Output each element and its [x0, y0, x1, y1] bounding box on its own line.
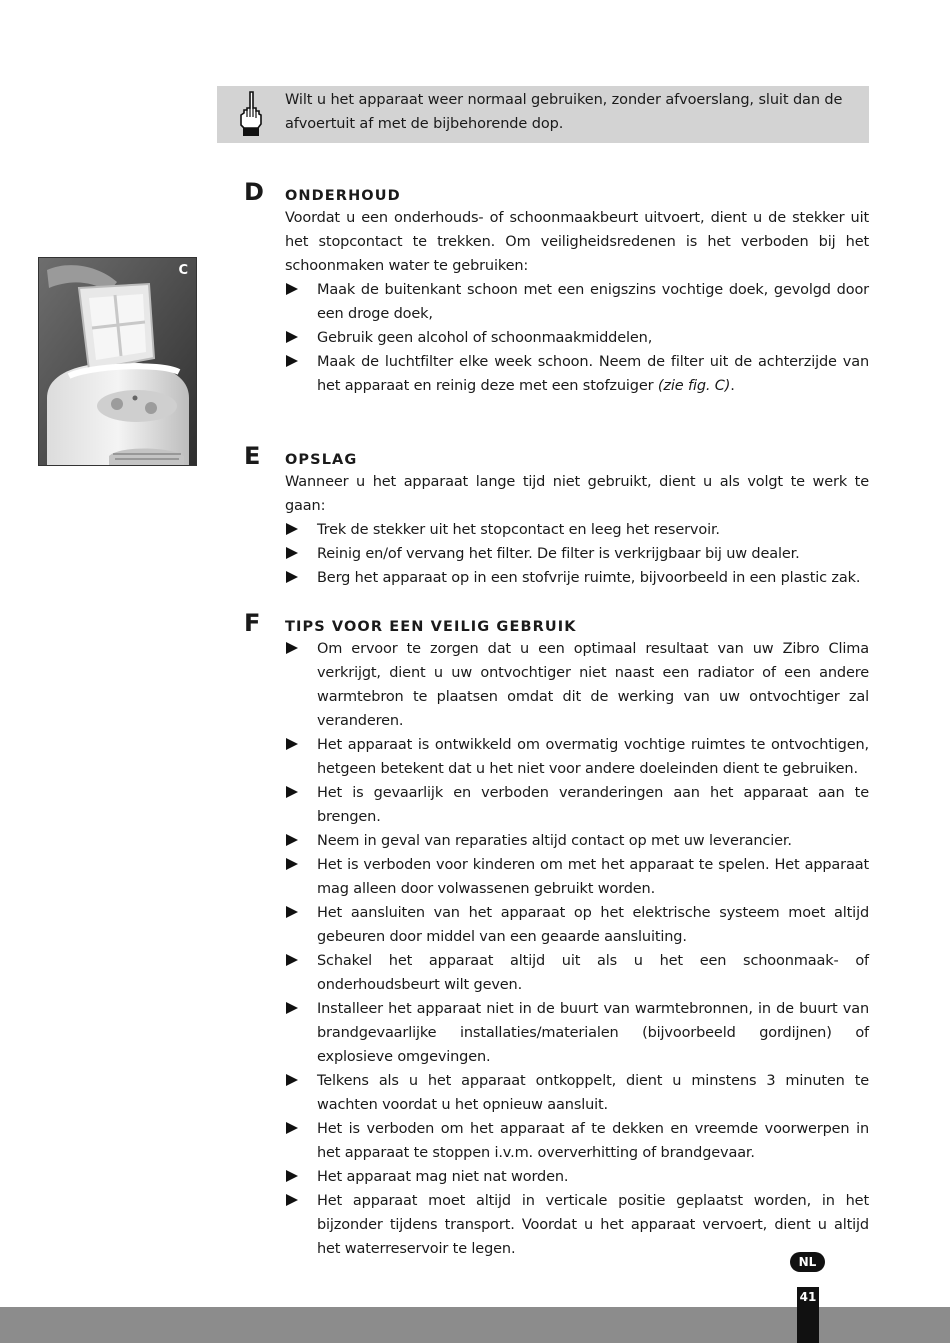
triangle-bullet-icon — [286, 283, 298, 295]
list-item: Schakel het apparaat altijd uit als u het een schoonmaak- of onderhoudsbeurt wilt geven. — [285, 949, 869, 997]
list-item: Om ervoor te zorgen dat u een optimaal resultaat van uw Zibro Clima verkrijgt, dient u uw ontvochtiger niet naast een radiator of een andere warmtebron te plaatsen omdat dit de werking van uw ontvochtiger zal veranderen. — [285, 637, 869, 733]
list-item: Het apparaat is ontwikkeld om overmatig vochtige ruimtes te ontvochtigen, hetgeen betekent dat u het niet voor andere doeleinden dient te gebruiken. — [285, 733, 869, 781]
list-item: Maak de buitenkant schoon met een enigszins vochtige doek, gevolgd door een droge doek, — [285, 278, 869, 326]
triangle-bullet-icon — [286, 906, 298, 918]
list-item: Het apparaat moet altijd in verticale positie geplaatst worden, in het bijzonder tijdens transport. Voordat u het apparaat vervoert, dient u altijd het waterreservoir te legen. — [285, 1189, 869, 1261]
note-text: Wilt u het apparaat weer normaal gebruiken, zonder afvoerslang, sluit dan de afvoertuit af met de bijbehorende dop. — [285, 92, 843, 132]
section-letter: E — [244, 442, 261, 470]
page-number: 41 — [799, 1290, 817, 1304]
triangle-bullet-icon — [286, 738, 298, 750]
bullet-list — [285, 518, 869, 590]
triangle-bullet-icon — [286, 1170, 298, 1182]
triangle-bullet-icon — [286, 834, 298, 846]
triangle-bullet-icon — [286, 355, 298, 367]
section-title: TIPS VOOR EEN VEILIG GEBRUIK — [285, 619, 577, 635]
language-badge: NL — [790, 1252, 825, 1272]
list-item: Telkens als u het apparaat ontkoppelt, dient u minstens 3 minuten te wachten voordat u het opnieuw aansluit. — [285, 1069, 869, 1117]
section-letter: D — [244, 178, 264, 206]
figure-reference: (zie fig. C) — [657, 378, 731, 394]
triangle-bullet-icon — [286, 1074, 298, 1086]
triangle-bullet-icon — [286, 642, 298, 654]
triangle-bullet-icon — [286, 786, 298, 798]
triangle-bullet-icon — [286, 1002, 298, 1014]
list-item: Het apparaat mag niet nat worden. — [285, 1165, 869, 1189]
section-title: ONDERHOUD — [285, 188, 401, 204]
triangle-bullet-icon — [286, 954, 298, 966]
bullet-list — [285, 637, 869, 1261]
list-item: Maak de luchtfilter elke week schoon. Neem de filter uit de achterzijde van het apparaat en reinig deze met een stofzuiger (zie fig. C). — [285, 350, 869, 398]
list-item: Het is verboden om het apparaat af te dekken en vreemde voorwerpen in het apparaat te stoppen i.v.m. oververhitting of brandgevaar. — [285, 1117, 869, 1165]
list-item: Reinig en/of vervang het filter. De filter is verkrijgbaar bij uw dealer. — [285, 542, 869, 566]
triangle-bullet-icon — [286, 571, 298, 583]
triangle-bullet-icon — [286, 547, 298, 559]
triangle-bullet-icon — [286, 858, 298, 870]
section-letter: F — [244, 609, 261, 637]
triangle-bullet-icon — [286, 523, 298, 535]
triangle-bullet-icon — [286, 1194, 298, 1206]
page-number-tab — [797, 1287, 819, 1343]
list-item: Berg het apparaat op in een stofvrije ruimte, bijvoorbeeld in een plastic zak. — [285, 566, 869, 590]
triangle-bullet-icon — [286, 1122, 298, 1134]
section-intro: Voordat u een onderhouds- of schoonmaakbeurt uitvoert, dient u de stekker uit het stopcontact te trekken. Om veiligheidsredenen is het verboden bij het schoonmaken water te gebruiken: — [285, 210, 869, 274]
list-item: Installeer het apparaat niet in de buurt van warmtebronnen, in de buurt van brandgevaarlijke installaties/materialen (bijvoorbeeld gordijnen) of explosieve omgevingen. — [285, 997, 869, 1069]
list-item: Neem in geval van reparaties altijd contact op met uw leverancier. — [285, 829, 869, 853]
list-item: Het aansluiten van het apparaat op het elektrische systeem moet altijd gebeuren door middel van een geaarde aansluiting. — [285, 901, 869, 949]
list-item: Het is verboden voor kinderen om met het apparaat te spelen. Het apparaat mag alleen door volwassenen gebruikt worden. — [285, 853, 869, 901]
note-box — [217, 86, 869, 143]
figure-label: C — [178, 263, 188, 278]
bullet-list — [285, 278, 869, 398]
list-item: Trek de stekker uit het stopcontact en leeg het reservoir. — [285, 518, 869, 542]
figure-c-photo — [38, 257, 197, 466]
triangle-bullet-icon — [286, 331, 298, 343]
list-item: Het is gevaarlijk en verboden veranderingen aan het apparaat aan te brengen. — [285, 781, 869, 829]
section-intro: Wanneer u het apparaat lange tijd niet gebruikt, dient u als volgt te werk te gaan: — [285, 474, 869, 514]
list-item: Gebruik geen alcohol of schoonmaakmiddelen, — [285, 326, 869, 350]
section-title: OPSLAG — [285, 452, 358, 468]
pointing-hand-icon — [234, 91, 264, 137]
